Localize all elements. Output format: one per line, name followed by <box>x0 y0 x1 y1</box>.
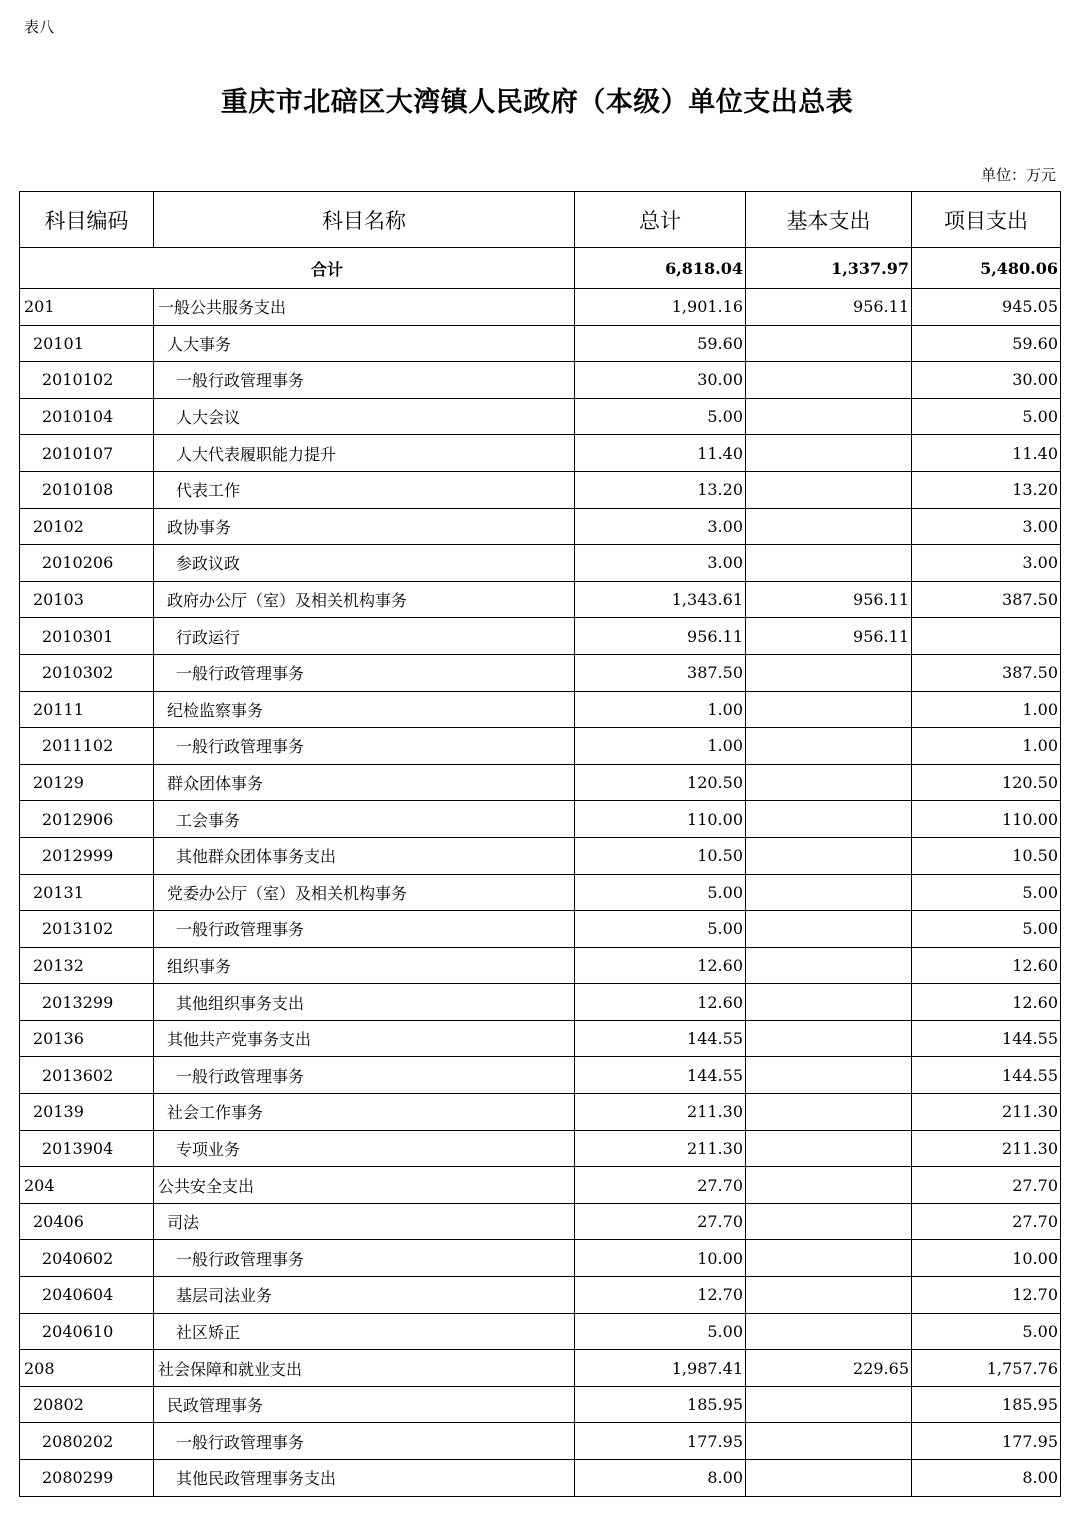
row-total: 956.11 <box>575 618 746 655</box>
table-row <box>20 1057 1061 1094</box>
row-basic <box>746 1423 912 1460</box>
row-code: 2080202 <box>20 1423 154 1460</box>
row-project: 12.70 <box>912 1277 1061 1314</box>
row-project: 144.55 <box>912 1020 1061 1057</box>
row-project: 945.05 <box>912 289 1061 326</box>
expenditure-table <box>19 191 1061 1497</box>
row-name: 社会保障和就业支出 <box>154 1350 575 1387</box>
row-basic <box>746 1057 912 1094</box>
row-code: 20132 <box>20 947 154 984</box>
row-total: 12.70 <box>575 1277 746 1314</box>
row-name: 其他组织事务支出 <box>154 984 575 1021</box>
table-row <box>20 1386 1061 1423</box>
row-project: 5.00 <box>912 911 1061 948</box>
table-row <box>20 1313 1061 1350</box>
row-name: 工会事务 <box>154 801 575 838</box>
table-row <box>20 1460 1061 1497</box>
row-project: 8.00 <box>912 1460 1061 1497</box>
row-total: 144.55 <box>575 1057 746 1094</box>
row-project: 10.00 <box>912 1240 1061 1277</box>
row-project: 211.30 <box>912 1094 1061 1131</box>
table-row <box>20 435 1061 472</box>
row-project: 120.50 <box>912 764 1061 801</box>
row-total: 12.60 <box>575 947 746 984</box>
row-project: 144.55 <box>912 1057 1061 1094</box>
row-project: 185.95 <box>912 1386 1061 1423</box>
row-code: 2013602 <box>20 1057 154 1094</box>
table-row <box>20 911 1061 948</box>
table-row <box>20 1277 1061 1314</box>
table-row <box>20 1094 1061 1131</box>
row-basic <box>746 874 912 911</box>
row-project: 5.00 <box>912 1313 1061 1350</box>
row-total: 59.60 <box>575 325 746 362</box>
row-total: 5.00 <box>575 874 746 911</box>
row-project: 5.00 <box>912 874 1061 911</box>
table-row <box>20 801 1061 838</box>
table-row <box>20 325 1061 362</box>
row-basic <box>746 325 912 362</box>
row-code: 2080299 <box>20 1460 154 1497</box>
table-row <box>20 581 1061 618</box>
row-basic <box>746 911 912 948</box>
row-code: 2010206 <box>20 545 154 582</box>
row-name: 一般行政管理事务 <box>154 911 575 948</box>
row-basic <box>746 435 912 472</box>
row-name: 其他民政管理事务支出 <box>154 1460 575 1497</box>
table-row <box>20 1130 1061 1167</box>
row-basic <box>746 1094 912 1131</box>
row-code: 2040604 <box>20 1277 154 1314</box>
row-basic <box>746 764 912 801</box>
total-row <box>20 248 1061 289</box>
row-name: 专项业务 <box>154 1130 575 1167</box>
row-project: 3.00 <box>912 545 1061 582</box>
row-code: 2010108 <box>20 471 154 508</box>
row-basic: 956.11 <box>746 289 912 326</box>
table-row <box>20 1423 1061 1460</box>
table-row <box>20 654 1061 691</box>
row-basic <box>746 508 912 545</box>
row-project <box>912 618 1061 655</box>
row-basic <box>746 1240 912 1277</box>
row-total: 5.00 <box>575 1313 746 1350</box>
row-code: 2010302 <box>20 654 154 691</box>
row-project: 27.70 <box>912 1167 1061 1204</box>
table-row <box>20 764 1061 801</box>
row-name: 纪检监察事务 <box>154 691 575 728</box>
total-basic: 1,337.97 <box>746 248 912 289</box>
row-name: 一般行政管理事务 <box>154 1240 575 1277</box>
row-name: 组织事务 <box>154 947 575 984</box>
row-total: 1.00 <box>575 728 746 765</box>
total-label: 合计 <box>20 248 575 289</box>
row-basic: 956.11 <box>746 581 912 618</box>
table-row <box>20 1203 1061 1240</box>
row-code: 2013299 <box>20 984 154 1021</box>
row-code: 208 <box>20 1350 154 1387</box>
row-basic <box>746 984 912 1021</box>
row-name: 行政运行 <box>154 618 575 655</box>
row-total: 177.95 <box>575 1423 746 1460</box>
table-row <box>20 508 1061 545</box>
row-name: 代表工作 <box>154 471 575 508</box>
row-name: 党委办公厅（室）及相关机构事务 <box>154 874 575 911</box>
row-name: 其他群众团体事务支出 <box>154 837 575 874</box>
row-name: 政协事务 <box>154 508 575 545</box>
row-total: 3.00 <box>575 545 746 582</box>
table-row <box>20 1350 1061 1387</box>
row-code: 201 <box>20 289 154 326</box>
row-total: 3.00 <box>575 508 746 545</box>
row-name: 一般行政管理事务 <box>154 728 575 765</box>
row-project: 59.60 <box>912 325 1061 362</box>
row-code: 2010104 <box>20 398 154 435</box>
row-code: 20136 <box>20 1020 154 1057</box>
row-code: 2012906 <box>20 801 154 838</box>
row-total: 27.70 <box>575 1203 746 1240</box>
row-total: 211.30 <box>575 1130 746 1167</box>
row-code: 2040602 <box>20 1240 154 1277</box>
row-name: 民政管理事务 <box>154 1386 575 1423</box>
row-total: 5.00 <box>575 398 746 435</box>
row-total: 12.60 <box>575 984 746 1021</box>
header-total: 总计 <box>575 192 746 248</box>
row-code: 20111 <box>20 691 154 728</box>
header-basic: 基本支出 <box>746 192 912 248</box>
row-total: 1,987.41 <box>575 1350 746 1387</box>
table-row <box>20 947 1061 984</box>
row-project: 13.20 <box>912 471 1061 508</box>
row-code: 20406 <box>20 1203 154 1240</box>
row-code: 20131 <box>20 874 154 911</box>
table-number-label: 表八 <box>24 18 55 36</box>
row-project: 27.70 <box>912 1203 1061 1240</box>
row-total: 10.50 <box>575 837 746 874</box>
row-total: 144.55 <box>575 1020 746 1057</box>
row-name: 人大事务 <box>154 325 575 362</box>
row-basic <box>746 398 912 435</box>
unit-label: 单位：万元 <box>980 166 1056 184</box>
row-basic <box>746 654 912 691</box>
row-project: 12.60 <box>912 984 1061 1021</box>
row-name: 基层司法业务 <box>154 1277 575 1314</box>
row-total: 11.40 <box>575 435 746 472</box>
row-name: 人大会议 <box>154 398 575 435</box>
row-project: 3.00 <box>912 508 1061 545</box>
row-basic <box>746 1020 912 1057</box>
row-basic <box>746 1460 912 1497</box>
row-project: 387.50 <box>912 581 1061 618</box>
row-name: 社区矫正 <box>154 1313 575 1350</box>
row-basic <box>746 1277 912 1314</box>
table-row <box>20 398 1061 435</box>
table-row <box>20 362 1061 399</box>
table-row <box>20 289 1061 326</box>
row-name: 一般行政管理事务 <box>154 362 575 399</box>
table-row <box>20 837 1061 874</box>
header-name: 科目名称 <box>154 192 575 248</box>
row-total: 120.50 <box>575 764 746 801</box>
row-basic <box>746 1130 912 1167</box>
row-code: 20102 <box>20 508 154 545</box>
row-name: 公共安全支出 <box>154 1167 575 1204</box>
row-name: 一般公共服务支出 <box>154 289 575 326</box>
row-total: 1.00 <box>575 691 746 728</box>
row-name: 司法 <box>154 1203 575 1240</box>
row-basic: 229.65 <box>746 1350 912 1387</box>
row-project: 12.60 <box>912 947 1061 984</box>
row-project: 110.00 <box>912 801 1061 838</box>
row-name: 群众团体事务 <box>154 764 575 801</box>
row-name: 政府办公厅（室）及相关机构事务 <box>154 581 575 618</box>
row-code: 20802 <box>20 1386 154 1423</box>
row-basic <box>746 1203 912 1240</box>
table-row <box>20 1167 1061 1204</box>
row-basic <box>746 545 912 582</box>
row-basic <box>746 1313 912 1350</box>
row-project: 211.30 <box>912 1130 1061 1167</box>
row-code: 2013102 <box>20 911 154 948</box>
table-row <box>20 728 1061 765</box>
row-name: 一般行政管理事务 <box>154 1057 575 1094</box>
row-project: 10.50 <box>912 837 1061 874</box>
row-basic <box>746 728 912 765</box>
header-code: 科目编码 <box>20 192 154 248</box>
page-title: 重庆市北碚区大湾镇人民政府（本级）单位支出总表 <box>220 87 854 118</box>
row-basic <box>746 1167 912 1204</box>
header-project: 项目支出 <box>912 192 1061 248</box>
row-name: 参政议政 <box>154 545 575 582</box>
row-total: 185.95 <box>575 1386 746 1423</box>
table-row <box>20 691 1061 728</box>
row-code: 2011102 <box>20 728 154 765</box>
row-name: 社会工作事务 <box>154 1094 575 1131</box>
row-project: 387.50 <box>912 654 1061 691</box>
row-project: 11.40 <box>912 435 1061 472</box>
row-basic <box>746 1386 912 1423</box>
table-row <box>20 874 1061 911</box>
row-project: 1.00 <box>912 691 1061 728</box>
row-basic <box>746 947 912 984</box>
total-project: 5,480.06 <box>912 248 1061 289</box>
row-name: 其他共产党事务支出 <box>154 1020 575 1057</box>
row-code: 20101 <box>20 325 154 362</box>
row-code: 2010102 <box>20 362 154 399</box>
row-basic <box>746 691 912 728</box>
table-header-row <box>20 192 1061 248</box>
table-row <box>20 984 1061 1021</box>
row-total: 5.00 <box>575 911 746 948</box>
row-total: 8.00 <box>575 1460 746 1497</box>
table-row <box>20 1020 1061 1057</box>
row-basic <box>746 801 912 838</box>
row-total: 211.30 <box>575 1094 746 1131</box>
row-code: 2010107 <box>20 435 154 472</box>
row-basic <box>746 471 912 508</box>
row-total: 1,343.61 <box>575 581 746 618</box>
table-row <box>20 471 1061 508</box>
row-project: 5.00 <box>912 398 1061 435</box>
row-project: 30.00 <box>912 362 1061 399</box>
row-code: 2040610 <box>20 1313 154 1350</box>
row-total: 13.20 <box>575 471 746 508</box>
total-total: 6,818.04 <box>575 248 746 289</box>
row-basic <box>746 362 912 399</box>
row-basic <box>746 837 912 874</box>
table-row <box>20 545 1061 582</box>
row-name: 一般行政管理事务 <box>154 1423 575 1460</box>
row-project: 1.00 <box>912 728 1061 765</box>
row-code: 20129 <box>20 764 154 801</box>
row-name: 人大代表履职能力提升 <box>154 435 575 472</box>
row-code: 204 <box>20 1167 154 1204</box>
row-name: 一般行政管理事务 <box>154 654 575 691</box>
row-total: 110.00 <box>575 801 746 838</box>
row-project: 177.95 <box>912 1423 1061 1460</box>
table-row <box>20 618 1061 655</box>
row-total: 387.50 <box>575 654 746 691</box>
table-row <box>20 1240 1061 1277</box>
row-total: 10.00 <box>575 1240 746 1277</box>
row-total: 30.00 <box>575 362 746 399</box>
row-code: 20103 <box>20 581 154 618</box>
row-project: 1,757.76 <box>912 1350 1061 1387</box>
row-code: 2013904 <box>20 1130 154 1167</box>
row-code: 2010301 <box>20 618 154 655</box>
row-total: 27.70 <box>575 1167 746 1204</box>
row-basic: 956.11 <box>746 618 912 655</box>
row-total: 1,901.16 <box>575 289 746 326</box>
row-code: 20139 <box>20 1094 154 1131</box>
row-code: 2012999 <box>20 837 154 874</box>
